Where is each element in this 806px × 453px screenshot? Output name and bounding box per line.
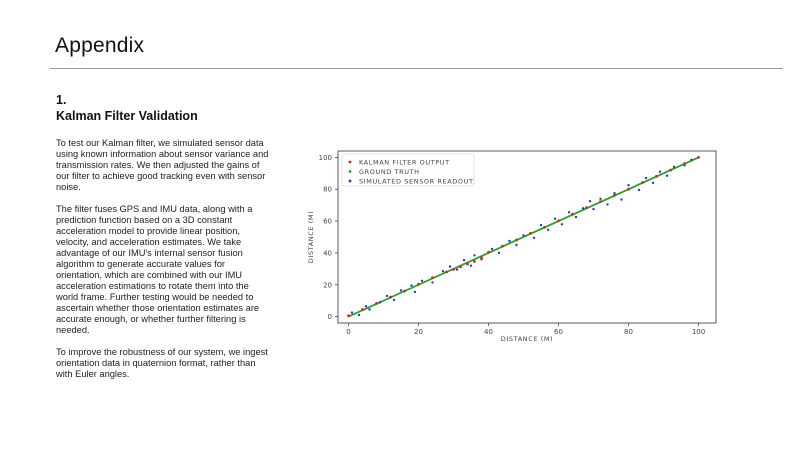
sensor-readout-point	[379, 301, 381, 303]
kalman-output-point	[641, 181, 644, 184]
kalman-output-point	[417, 283, 420, 286]
sensor-readout-point	[666, 175, 668, 177]
sensor-readout-point	[645, 177, 647, 179]
kalman-output-point	[697, 156, 700, 159]
kalman-output-point	[487, 251, 490, 254]
sensor-readout-point	[400, 289, 402, 291]
sensor-readout-point	[522, 234, 524, 236]
sensor-readout-point	[540, 224, 542, 226]
section-title: Kalman Filter Validation	[56, 109, 198, 123]
sensor-readout-point	[627, 184, 629, 186]
kalman-output-point	[529, 232, 532, 235]
kalman-output-point	[557, 219, 560, 222]
kalman-output-point	[473, 260, 476, 263]
legend-marker	[349, 180, 352, 183]
sensor-readout-point	[561, 223, 563, 225]
kalman-output-point	[669, 169, 672, 172]
sensor-readout-point	[473, 254, 475, 256]
sensor-readout-point	[606, 203, 608, 205]
sensor-readout-point	[575, 216, 577, 218]
sensor-readout-point	[365, 305, 367, 307]
legend-label: KALMAN FILTER OUTPUT	[359, 158, 450, 167]
sensor-readout-point	[442, 270, 444, 272]
sensor-readout-point	[673, 166, 675, 168]
kalman-output-point	[431, 276, 434, 279]
y-tick-label: 20	[323, 281, 332, 290]
kalman-output-point	[501, 245, 504, 248]
sensor-readout-point	[414, 291, 416, 293]
kalman-output-point	[403, 290, 406, 293]
sensor-readout-point	[554, 218, 556, 220]
kalman-output-point	[515, 239, 518, 242]
kalman-output-point	[389, 296, 392, 299]
sensor-readout-point	[547, 229, 549, 231]
paragraph-3: To improve the robustness of our system, we ingest orientation data in quaternion format, rather than with Euler angles.	[56, 347, 268, 379]
chart-svg	[300, 145, 720, 350]
sensor-readout-point	[491, 248, 493, 250]
sensor-readout-point	[515, 244, 517, 246]
x-tick-label: 20	[414, 328, 423, 336]
sensor-readout-point	[393, 299, 395, 301]
paragraph-1: To test our Kalman filter, we simulated sensor data using known information about sensor variance and transmission rates. We then adjusted the gains of our filter to achieve good tracking even with sensor noise.	[56, 138, 269, 192]
sensor-readout-point	[620, 198, 622, 200]
x-axis-label: DISTANCE (M)	[500, 335, 554, 343]
x-tick-label: 0	[346, 328, 351, 336]
kalman-output-point	[543, 226, 546, 229]
legend-label: GROUND TRUTH	[359, 167, 420, 176]
y-tick-label: 100	[318, 153, 332, 162]
legend	[342, 154, 474, 186]
kalman-output-point	[599, 200, 602, 203]
sensor-readout-point	[659, 171, 661, 173]
legend-marker	[349, 161, 352, 164]
sensor-readout-point	[470, 265, 472, 267]
sensor-readout-point	[456, 268, 458, 270]
title-divider	[50, 68, 783, 69]
sensor-readout-point	[463, 259, 465, 261]
sensor-readout-point	[508, 240, 510, 242]
sensor-readout-point	[351, 311, 353, 313]
y-tick-label: 0	[327, 313, 332, 322]
x-tick-label: 100	[691, 328, 706, 336]
sensor-readout-point	[498, 252, 500, 254]
y-tick-label: 40	[323, 249, 332, 258]
slide-title: Appendix	[55, 34, 145, 57]
body-text	[56, 138, 271, 391]
kalman-output-point	[627, 188, 630, 191]
kalman-output-point	[613, 194, 616, 197]
y-tick-label: 60	[323, 217, 332, 226]
kalman-output-point	[585, 206, 588, 209]
section-number: 1.	[56, 93, 67, 107]
sensor-readout-point	[582, 207, 584, 209]
kalman-output-point	[375, 302, 378, 305]
kalman-output-point	[452, 268, 455, 271]
sensor-readout-point	[652, 182, 654, 184]
legend-label: SIMULATED SENSOR READOUT	[359, 177, 474, 186]
sensor-readout-point	[358, 314, 360, 316]
sensor-readout-point	[690, 159, 692, 161]
kalman-output-point	[571, 213, 574, 216]
legend-marker	[349, 170, 352, 173]
kalman-output-point	[347, 314, 350, 317]
x-tick-label: 80	[624, 328, 633, 336]
y-axis-label: DISTANCE (M)	[307, 210, 315, 264]
x-tick-label: 60	[554, 328, 563, 336]
paragraph-2: The filter fuses GPS and IMU data, along with a prediction function based on a 3D constant acceleration model to provide linear position, velocity, and acceleration estimates. We take advantage of our IMU's internal sensor fusion algorithm to generate accurate values for orientation, which are combined with our IMU acceleration estimations to rotate them into the world frame. Further testing would be needed to ascertain whether those orientation estimates are accurate enough, or whether further filtering is needed.	[56, 204, 260, 335]
kalman-output-point	[361, 308, 364, 311]
sensor-readout-point	[533, 237, 535, 239]
kalman-output-point	[466, 263, 469, 266]
sensor-readout-point	[431, 281, 433, 283]
kalman-output-point	[655, 175, 658, 178]
kalman-output-point	[683, 162, 686, 165]
kalman-output-point	[480, 256, 483, 259]
x-tick-label: 40	[484, 328, 493, 336]
kalman-output-point	[459, 265, 462, 268]
sensor-readout-point	[592, 208, 594, 210]
sensor-readout-point	[421, 280, 423, 282]
kalman-validation-chart	[300, 145, 720, 350]
sensor-readout-point	[386, 295, 388, 297]
kalman-output-point	[445, 271, 448, 274]
sensor-readout-point	[410, 284, 412, 286]
sensor-readout-point	[568, 211, 570, 213]
y-tick-label: 80	[323, 185, 332, 194]
sensor-readout-point	[638, 189, 640, 191]
sensor-readout-point	[449, 265, 451, 267]
sensor-readout-point	[599, 198, 601, 200]
sensor-readout-point	[589, 200, 591, 202]
sensor-readout-point	[368, 308, 370, 310]
